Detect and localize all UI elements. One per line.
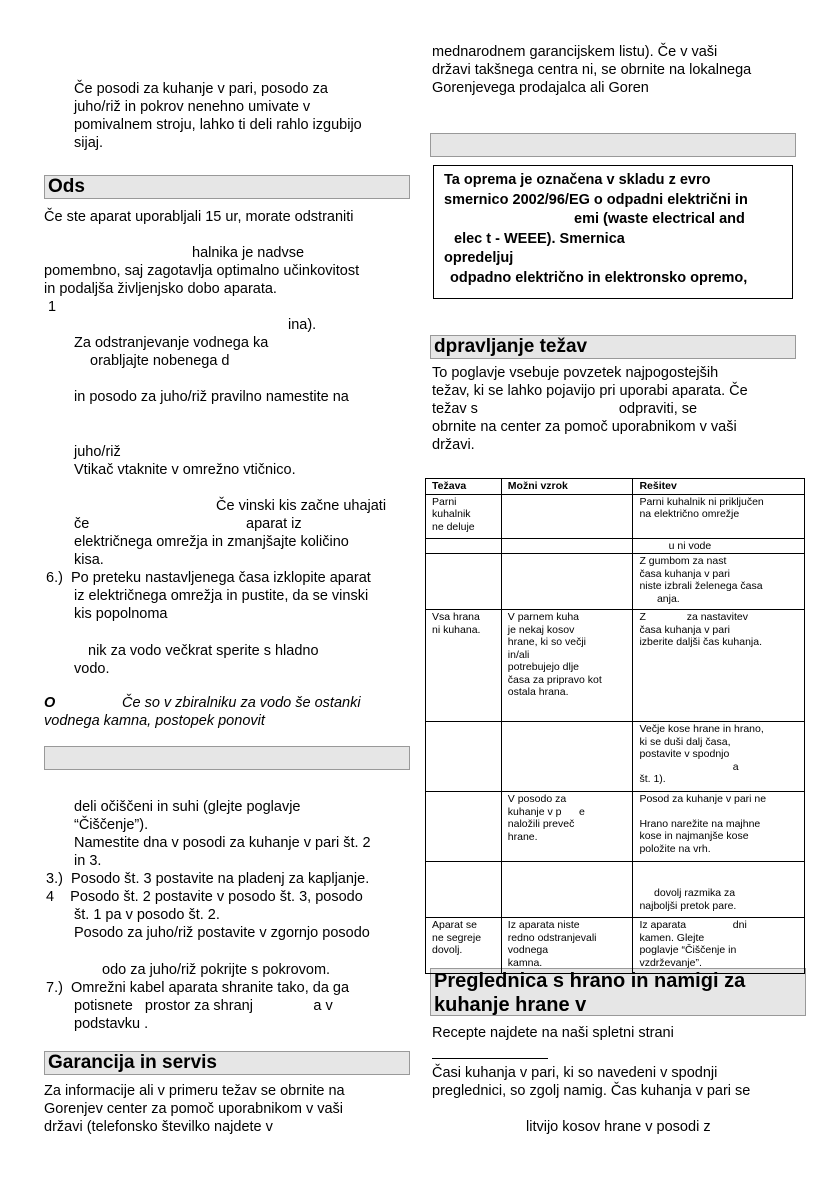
text-line: deli očiščeni in suhi (glejte poglavje: [74, 799, 301, 815]
table-cell: [426, 918, 502, 974]
cell-line: na električno omrežje: [639, 508, 740, 520]
cell-line: V parnem kuha: [507, 611, 580, 623]
text-line: 1: [48, 299, 57, 315]
text-line: potisnete prostor za shranj a v: [74, 998, 333, 1014]
cell-line: ne segreje: [432, 931, 482, 944]
cell-line: [508, 555, 627, 567]
text-line: 7.) Omrežni kabel aparata shranite tako, da ga: [46, 980, 350, 996]
table-row: [426, 792, 805, 862]
table-cell: [633, 918, 805, 974]
table-cell: [426, 792, 502, 862]
cell-line: [508, 496, 627, 508]
cell-line: Parni: [432, 495, 457, 508]
title-line: Preglednica s hrano in namigi za: [434, 970, 746, 992]
cell-line: kamen. Glejte: [639, 931, 705, 944]
notice-line: emi (waste electrical and: [574, 211, 745, 227]
cell-line: [639, 875, 798, 887]
table-cell: [501, 610, 633, 722]
text-line: Recepte najdete na naši spletni strani: [432, 1025, 674, 1041]
notice-line: odpadno električno in elektronsko opremo,: [450, 269, 748, 286]
cell-line: [639, 806, 798, 818]
text-line: vodo.: [74, 661, 110, 677]
cell-line: [432, 555, 495, 567]
text-line: nik za vodo večkrat sperite s hladno: [88, 643, 319, 659]
cell-line: Aparat se: [432, 919, 477, 931]
troubleshooting-table: [425, 478, 805, 974]
table-cell: [633, 862, 805, 918]
table-cell: [426, 554, 502, 610]
cell-line: je nekaj kosov: [507, 623, 575, 636]
table-row: [426, 722, 805, 792]
notice-line: smernico 2002/96/EG o odpadni električni in: [444, 191, 748, 208]
text-line: Časi kuhanja v pari, ki so navedeni v spodnji: [432, 1065, 718, 1081]
section-title-food-table: [430, 968, 806, 1016]
text-line: Za informacije ali v primeru težav se obrnite na: [44, 1083, 345, 1099]
text-line: vodnega kamna, postopek ponovit: [44, 713, 265, 729]
cell-line: Iz aparata niste: [507, 919, 580, 931]
text-line: državi takšnega centra ni, se obrnite na lokalnega: [432, 62, 752, 78]
text-line: Če posodi za kuhanje v pari, posodo za: [74, 81, 328, 97]
section-title-descaling: Ods: [44, 175, 410, 199]
cell-line: najboljši pretok pare.: [639, 899, 737, 912]
text-line: Gorenjev center za pomoč uporabnikom v vaši: [44, 1101, 344, 1117]
cell-line: ostala hrana.: [507, 686, 569, 698]
text-line: Gorenjevega prodajalca ali Goren: [432, 80, 649, 96]
table-cell: [426, 722, 502, 792]
column-header-cause: Možni vzrok: [501, 479, 633, 495]
table-row: [426, 862, 805, 918]
table-row: [426, 494, 805, 538]
notice-line: elec t - WEEE). Smernica: [454, 230, 625, 247]
table-cell: [633, 792, 805, 862]
table-cell: [426, 494, 502, 538]
table-row: [426, 538, 805, 554]
table-cell: [501, 494, 633, 538]
cell-line: Z gumbom za nast: [639, 555, 727, 567]
note-label: O: [44, 695, 56, 711]
table-header-row: [426, 479, 805, 495]
text-line: aparat iz: [246, 516, 302, 532]
cell-line: kuhanje v p e: [507, 805, 585, 818]
text-line: št. 1 pa v posodo št. 2.: [74, 907, 220, 923]
notice-line: opredeljuj: [444, 250, 514, 266]
text-line: težav s odpraviti, se: [432, 401, 698, 417]
cell-line: časa za pripravo kot: [507, 673, 602, 686]
text-line: Če so v zbiralniku za vodo še ostanki: [122, 695, 361, 711]
cell-line: Vsa hrana: [432, 611, 480, 623]
cell-line: ni kuhana.: [432, 623, 481, 636]
cell-line: ki se duši dalj časa,: [639, 735, 731, 748]
cell-line: kose in najmanjše kose: [639, 830, 749, 842]
text-line: sijaj.: [74, 135, 104, 151]
cell-line: poglavje “Čiščenje in: [639, 944, 737, 956]
text-line: kis popolnoma: [74, 606, 168, 622]
cell-line: niste izbrali želenega časa: [639, 580, 763, 592]
text-line: juho/riž in pokrov nenehno umivate v: [74, 99, 311, 115]
text-line: državi (telefonsko številko najdete v: [44, 1119, 273, 1135]
cell-line: Iz aparata dni: [639, 919, 747, 931]
cell-line: dovolj razmika za: [639, 887, 736, 899]
cell-line: dovolj.: [432, 944, 463, 956]
column-header-problem: Težava: [426, 479, 502, 495]
cell-line: Parni kuhalnik ni priključen: [639, 495, 764, 508]
table-cell: [633, 554, 805, 610]
table-cell: [501, 554, 633, 610]
section-title-use: [44, 746, 410, 770]
text-line: Posodo za juho/riž postavite v zgornjo posodo: [74, 925, 370, 941]
table-cell: [633, 610, 805, 722]
text-line: litvijo kosov hrane v posodi z: [526, 1119, 711, 1135]
text-line: podstavku .: [74, 1016, 149, 1032]
table-cell: [501, 722, 633, 792]
cell-line: Večje kose hrane in hrano,: [639, 723, 764, 735]
text-line: težav, ki se lahko pojavijo pri uporabi aparata. Če: [432, 383, 748, 399]
column-header-solution: Rešitev: [633, 479, 805, 495]
cell-line: časa kuhanja v pari: [639, 567, 730, 580]
cell-line: V posodo za: [507, 793, 567, 805]
cell-line: in/ali: [507, 648, 530, 661]
cell-line: naložili preveč: [507, 818, 575, 830]
table-cell: [633, 494, 805, 538]
cell-line: [639, 863, 798, 875]
table-cell: [426, 862, 502, 918]
cell-line: redno odstranjevali: [507, 931, 597, 944]
cell-line: [508, 863, 627, 875]
cell-line: položite na vrh.: [639, 842, 711, 855]
text-line: “Čiščenje”).: [74, 817, 149, 833]
table-cell: [426, 610, 502, 722]
text-line: Vtikač vtaknite v omrežno vtičnico.: [74, 462, 296, 478]
text-line: iz električnega omrežja in pustite, da se vinski: [74, 588, 369, 604]
cell-line: Z za nastavitev: [639, 611, 748, 623]
text-line: in posodo za juho/riž pravilno namestite na: [74, 389, 349, 405]
cell-line: kamna.: [507, 956, 543, 969]
text-line: ina).: [288, 317, 317, 333]
text-line: in 3.: [74, 853, 102, 869]
table-cell: [633, 538, 805, 554]
cell-line: hrane.: [507, 830, 538, 843]
cell-line: ne deluje: [432, 520, 475, 533]
cell-line: [508, 540, 627, 552]
cell-line: vzdrževanje”.: [639, 956, 702, 969]
cell-line: kuhalnik: [432, 508, 471, 520]
cell-line: [432, 723, 495, 735]
text-line: odo za juho/riž pokrijte s pokrovom.: [102, 962, 331, 978]
text-line: pomembno, saj zagotavlja optimalno učinkovitost: [44, 263, 360, 279]
table-cell: [501, 792, 633, 862]
cell-line: [508, 723, 627, 735]
title-line: kuhanje hrane v: [434, 994, 587, 1016]
text-line: pomivalnem stroju, lahko ti deli rahlo izgubijo: [74, 117, 362, 133]
text-line: obrnite na center za pomoč uporabnikom v vaši: [432, 419, 737, 435]
text-line: 3.) Posodo št. 3 postavite na pladenj za kapljanje.: [46, 871, 370, 887]
cell-line: časa kuhanja v pari: [639, 623, 730, 636]
link-underline: [432, 1058, 548, 1059]
cell-line: anja.: [639, 592, 680, 605]
table-cell: [501, 538, 633, 554]
table-cell: [501, 918, 633, 974]
text-line: električnega omrežja in zmanjšajte količino: [74, 534, 349, 550]
cell-line: vodnega: [507, 944, 549, 956]
text-line: mednarodnem garancijskem listu). Če v vaši: [432, 44, 718, 60]
cell-line: [432, 863, 495, 875]
table-cell: [633, 722, 805, 792]
cell-line: a: [639, 760, 739, 773]
cell-line: [432, 793, 495, 805]
section-title-warranty: Garancija in servis: [44, 1051, 410, 1075]
text-line: in podaljša življenjsko dobo aparata.: [44, 281, 277, 297]
text-line: 6.) Po preteku nastavljenega časa izklopite aparat: [46, 570, 371, 586]
text-line: juho/riž: [74, 444, 121, 460]
text-line: Če ste aparat uporabljali 15 ur, morate odstraniti: [44, 209, 354, 225]
table-cell: [426, 538, 502, 554]
text-line: Če vinski kis začne uhajati: [216, 498, 387, 514]
text-line: državi.: [432, 437, 475, 453]
table-cell: [501, 862, 633, 918]
cell-line: Posod za kuhanje v pari ne: [639, 793, 767, 805]
cell-line: postavite v spodnjo: [639, 748, 730, 760]
cell-line: št. 1).: [639, 773, 666, 785]
text-line: kisa.: [74, 552, 104, 568]
table-row: [426, 918, 805, 974]
notice-line: Ta oprema je označena v skladu z evro: [444, 172, 711, 188]
text-line: če: [74, 516, 90, 532]
table-row: [426, 610, 805, 722]
cell-line: izberite daljši čas kuhanja.: [639, 636, 763, 648]
text-line: 4 Posodo št. 2 postavite v posodo št. 3, posodo: [46, 889, 363, 905]
table-row: [426, 554, 805, 610]
text-line: Za odstranjevanje vodnega ka: [74, 335, 269, 351]
section-title-environment: [430, 133, 796, 157]
cell-line: hrane, ki so večji: [507, 636, 586, 648]
text-line: orabljajte nobenega d: [90, 353, 230, 369]
section-title-troubleshooting: dpravljanje težav: [430, 335, 796, 359]
text-line: halnika je nadvse: [192, 245, 305, 261]
text-line: Namestite dna v posodi za kuhanje v pari št. 2: [74, 835, 371, 851]
text-line: preglednici, so zgolj namig. Čas kuhanja v pari se: [432, 1083, 751, 1099]
cell-line: Hrano narežite na majhne: [639, 817, 761, 830]
cell-line: [432, 540, 495, 552]
cell-line: potrebujejo dlje: [507, 661, 580, 673]
text-line: To poglavje vsebuje povzetek najpogostejših: [432, 365, 719, 381]
weee-notice: [433, 165, 793, 299]
cell-line: u ni vode: [639, 539, 712, 552]
